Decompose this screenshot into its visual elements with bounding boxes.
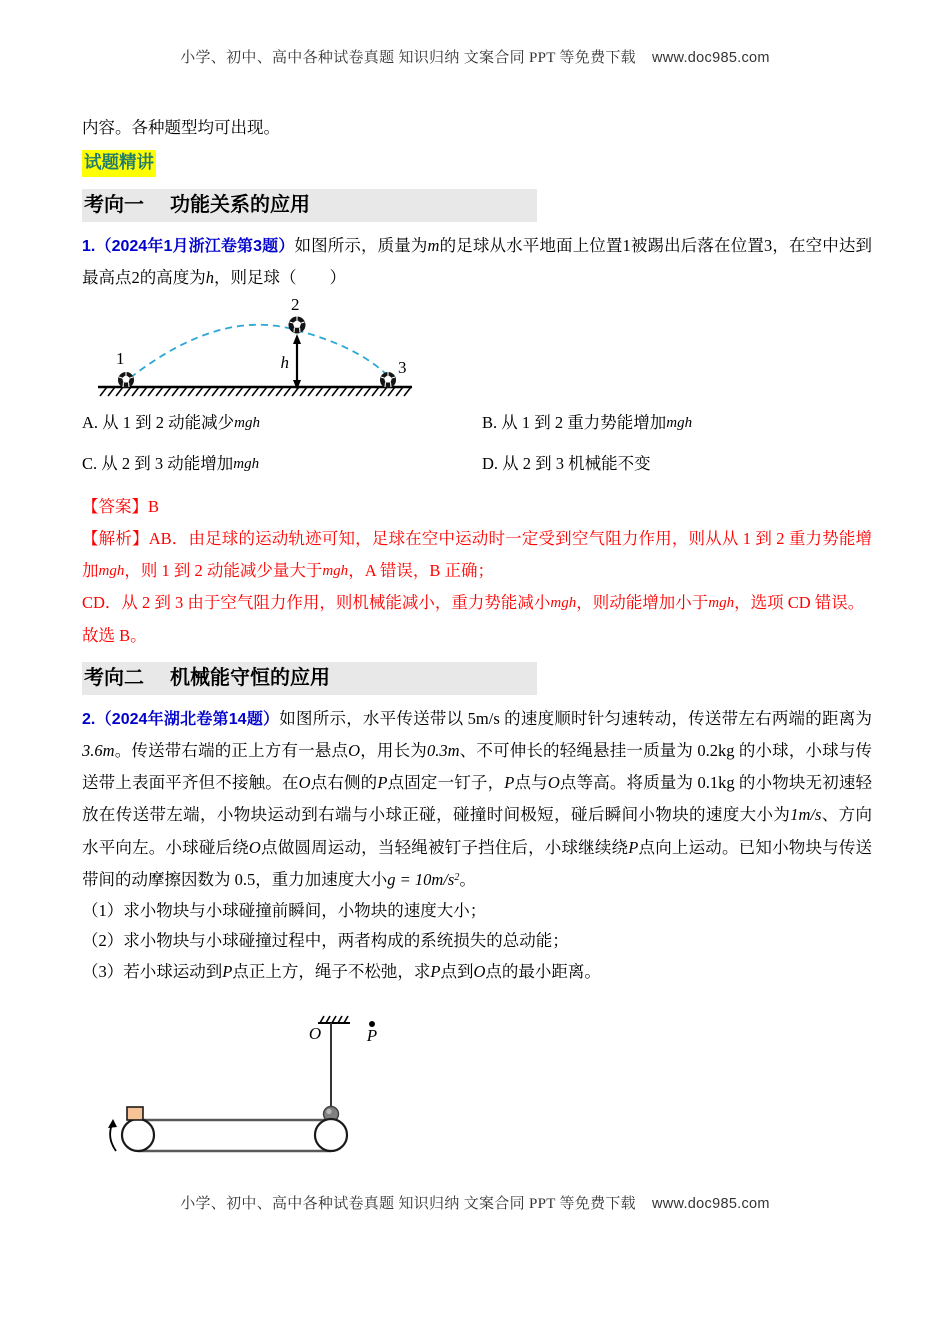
option-d-key: D. xyxy=(482,453,499,473)
question-2-stem xyxy=(82,703,872,896)
sub-question-3-text-a: 若小球运动到 xyxy=(123,961,223,981)
q2-text-10: 点做圆周运动，当轻绳被钉子挡住后，小球继续绕 xyxy=(260,837,629,857)
analysis-1-math-2: mgh xyxy=(322,563,349,580)
sub-question-1-text: 求小物块与小球碰撞前瞬间，小物块的速度大小； xyxy=(123,900,487,920)
option-c[interactable] xyxy=(82,451,482,477)
ceiling-hatching xyxy=(320,1016,348,1023)
option-b-text: 从 1 到 2 重力势能增加 xyxy=(501,413,667,433)
left-pulley-icon xyxy=(122,1119,154,1151)
footer-watermark-text: 小学、初中、高中各种试卷真题 知识归纳 文案合同 PPT 等免费下载 xyxy=(180,1196,636,1212)
question-1-text-a: 如图所示，质量为 xyxy=(294,235,428,255)
analysis-2-b: ，则动能增加小于 xyxy=(576,593,709,613)
figure-2-conveyor-diagram xyxy=(100,1001,440,1166)
section-2-title: 机械能守恒的应用 xyxy=(170,666,330,689)
q2-point-o-3: O xyxy=(547,773,560,793)
option-row-cd xyxy=(82,451,872,477)
analysis-1-math-1: mgh xyxy=(98,563,125,580)
q2-text-6: 点固定一钉子， xyxy=(387,773,505,793)
footer-watermark-url: www.doc985.com xyxy=(651,1196,770,1212)
section-heading-1 xyxy=(82,189,537,222)
analysis-2-c: ，选项 CD 错误。 xyxy=(734,593,865,613)
q2-text-12: 。 xyxy=(459,869,476,889)
document-content xyxy=(82,112,872,1171)
q2-text-11: 点向上运动。已知小物块与传送带间的动摩擦因数为 0.5，重力加速度大小 xyxy=(82,837,873,889)
analysis-paragraph-1 xyxy=(82,523,872,587)
q2-text-9: 、方向水平向左。小球碰后绕 xyxy=(82,805,873,857)
highlight-title: 试题精讲 xyxy=(82,150,156,177)
option-b-math: mgh xyxy=(666,415,693,432)
q2-text-8: 点等高。将质量为 0.1kg 的小物块无初速轻放在传送带左端，小物块运动到右端与小球正碰，碰撞时间极短，碰后瞬间小物块的速度大小为 xyxy=(82,773,873,825)
figure-1-wrapper xyxy=(82,294,872,406)
option-a-text: 从 1 到 2 动能减少 xyxy=(102,413,235,433)
answer-label: 【答案】 xyxy=(82,496,148,516)
sub-question-3 xyxy=(82,957,872,988)
q2-point-o-2: O xyxy=(298,773,311,793)
option-b[interactable] xyxy=(482,410,862,436)
q2-val-speed: 1m/s xyxy=(790,805,822,825)
option-c-key: C. xyxy=(82,453,98,473)
question-2-number: 2. xyxy=(82,710,96,728)
q2-point-o-4: O xyxy=(248,837,261,857)
analysis-1-c: ，A 错误，B 正确； xyxy=(348,561,494,581)
option-a-math: mgh xyxy=(234,415,261,432)
sub-question-3-text-d: 点的最小距离。 xyxy=(485,961,601,981)
sub-question-2-text: 求小物块与小球碰撞过程中，两者构成的系统损失的总动能； xyxy=(123,931,569,951)
footer-watermark xyxy=(0,1192,950,1213)
rotation-arrow-head xyxy=(108,1119,117,1128)
option-d-text: 从 2 到 3 机械能不变 xyxy=(502,453,651,473)
sub-question-2 xyxy=(82,926,872,957)
option-d[interactable] xyxy=(482,451,862,477)
analysis-1-b: ，则 1 到 2 动能减少量大于 xyxy=(124,561,323,581)
height-arrow-head-up xyxy=(293,334,301,344)
option-a[interactable] xyxy=(82,410,482,436)
block-icon xyxy=(127,1107,143,1120)
figure-2-label-P: P xyxy=(366,1026,378,1046)
height-label-h: h xyxy=(280,353,289,373)
figure-1-label-1: 1 xyxy=(116,349,125,369)
q2-val-g: g = 10m/s xyxy=(387,869,455,889)
q2-point-p-3: P xyxy=(628,837,639,857)
soccer-ball-1-icon xyxy=(118,372,134,388)
figure-2-label-O: O xyxy=(308,1024,322,1044)
sub-question-3-num: （3） xyxy=(82,961,124,981)
question-1-options xyxy=(82,410,872,477)
sub-question-3-point-p-2: P xyxy=(430,961,441,981)
ground-hatching xyxy=(100,387,411,396)
analysis-2-a: CD．从 2 到 3 由于空气阻力作用，则机械能减小，重力势能减小 xyxy=(82,593,551,613)
soccer-ball-3-icon xyxy=(380,372,396,388)
option-a-key: A. xyxy=(82,413,99,433)
question-1-source: （2024年1月浙江卷第3题） xyxy=(95,237,295,255)
option-row-ab xyxy=(82,410,872,436)
q2-point-o-1: O xyxy=(348,740,361,760)
option-c-text: 从 2 到 3 动能增加 xyxy=(101,453,234,473)
right-pulley-icon xyxy=(315,1119,347,1151)
figure-1-projectile-diagram xyxy=(90,294,420,402)
sub-question-1-num: （1） xyxy=(82,900,124,920)
question-2-source: （2024年湖北卷第14题） xyxy=(95,710,280,728)
highlight-title-wrap xyxy=(82,146,872,179)
hanging-ball-highlight xyxy=(326,1109,331,1114)
header-watermark xyxy=(0,46,950,67)
q2-point-p-1: P xyxy=(377,773,388,793)
q2-text-4: 、不可伸长的轻绳悬挂一质量为 0.2kg 的小球，小球与传送带上表面平齐但不接触。在 xyxy=(82,740,873,793)
section-heading-2 xyxy=(82,662,537,695)
section-2-label: 考向二 xyxy=(84,666,144,689)
lead-paragraph: 内容。各种题型均可出现。 xyxy=(82,118,280,137)
question-1-var-h: h xyxy=(205,267,214,287)
question-1-var-m: m xyxy=(427,235,440,255)
question-1-stem xyxy=(82,230,872,294)
analysis-2-math-2: mgh xyxy=(708,595,735,612)
option-c-math: mgh xyxy=(233,455,260,472)
q2-val-g-exponent: 2 xyxy=(454,871,460,883)
question-1-text-c: ，则足球（ ） xyxy=(214,267,346,287)
q2-text-1: 如图所示，水平传送带以 5m/s 的速度顺时针匀速转动，传送带左右两端的距离为 xyxy=(279,708,872,728)
q2-point-p-2: P xyxy=(504,773,515,793)
question-1-text-b: 的足球从水平地面上位置1被踢出后落在位置3，在空中达到最高点2的高度为 xyxy=(82,235,872,287)
section-1-label: 考向一 xyxy=(84,193,144,216)
figure-2-wrapper xyxy=(82,1001,872,1171)
analysis-1-a: AB．由足球的运动轨迹可知，足球在空中运动时一定受到空气阻力作用，则从从 1 到 2 重力势能增加 xyxy=(82,529,873,581)
figure-1-label-3: 3 xyxy=(398,358,407,378)
q2-text-7: 点与 xyxy=(514,773,548,793)
section-1-title: 功能关系的应用 xyxy=(170,193,310,216)
analysis-2-math-1: mgh xyxy=(550,595,577,612)
option-b-key: B. xyxy=(482,413,498,433)
answer-line xyxy=(82,491,872,523)
header-watermark-text: 小学、初中、高中各种试卷真题 知识归纳 文案合同 PPT 等免费下载 xyxy=(180,50,636,66)
analysis-label: 【解析】 xyxy=(82,529,149,549)
q2-val-distance: 3.6m xyxy=(82,740,115,760)
sub-question-2-num: （2） xyxy=(82,931,124,951)
sub-question-3-point-o: O xyxy=(473,961,486,981)
sub-question-3-point-p-1: P xyxy=(222,961,233,981)
question-1-number: 1. xyxy=(82,237,96,255)
q2-val-length: 0.3m xyxy=(426,740,460,760)
figure-1-label-2: 2 xyxy=(291,295,300,315)
q2-text-3: ，用长为 xyxy=(360,740,427,760)
analysis-conclusion: 故选 B。 xyxy=(82,625,147,645)
header-watermark-url: www.doc985.com xyxy=(651,50,770,66)
answer-value: B xyxy=(148,496,160,516)
q2-text-5: 点右侧的 xyxy=(310,773,378,793)
sub-question-1 xyxy=(82,896,872,927)
q2-text-2: 。传送带右端的正上方有一悬点 xyxy=(114,740,349,760)
soccer-ball-2-icon xyxy=(289,317,306,334)
analysis-paragraph-2 xyxy=(82,587,872,619)
trajectory-arc xyxy=(130,325,386,378)
sub-question-3-text-b: 点正上方，绳子不松弛，求 xyxy=(232,961,431,981)
sub-question-3-text-c: 点到 xyxy=(440,961,474,981)
